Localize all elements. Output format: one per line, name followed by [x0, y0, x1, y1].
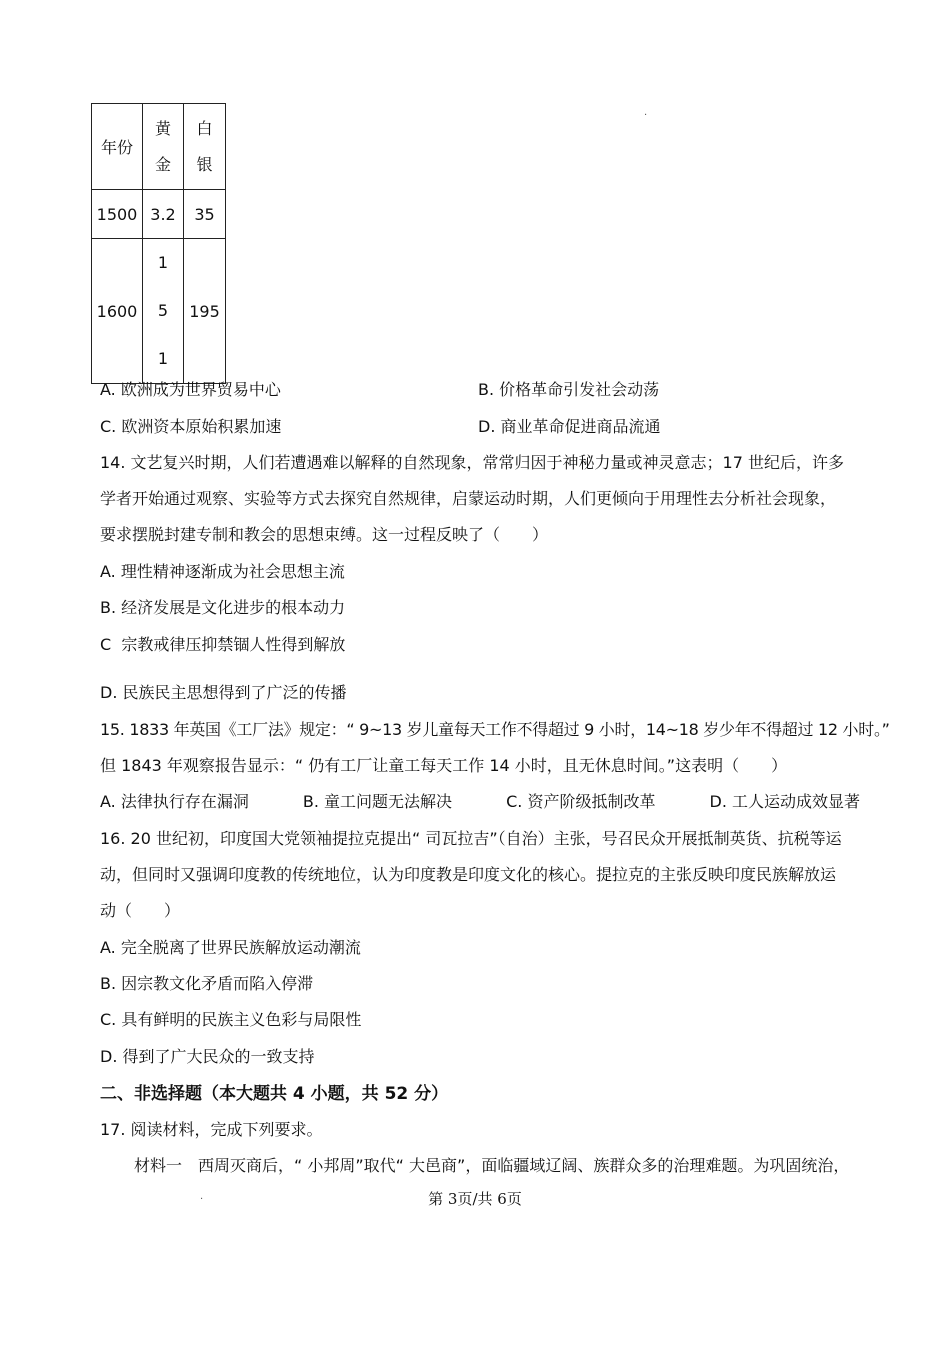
q15-option-b: B. 童工问题无法解决 — [302, 792, 453, 811]
q13-option-d: D. 商业革命促进商品流通 — [478, 417, 661, 436]
q15-stem-line-2: 但 1843 年观察报告显示：“ 仍有工厂让童工每天工作 14 小时，且无休息时间。”这表明（ ） — [100, 756, 788, 775]
q16-option-a: A. 完全脱离了世界民族解放运动潮流 — [100, 938, 361, 957]
q14-stem-line-3: 要求摆脱封建专制和教会的思想束缚。这一过程反映了（ ） — [100, 525, 549, 544]
q16-stem-line-3: 动（ ） — [100, 901, 181, 920]
q16-option-c: C. 具有鲜明的民族主义色彩与局限性 — [100, 1010, 362, 1029]
page-footer: 第 3页/共 6页 — [428, 1190, 522, 1208]
header-gold: 黄金 — [143, 104, 184, 190]
scan-dot: . — [200, 1191, 204, 1202]
q14-stem-line-1: 14. 文艺复兴时期，人们若遭遇难以解释的自然现象，常常归因于神秘力量或神灵意志；17 世纪后，许多 — [100, 453, 844, 472]
cell-gold: 3.2 — [143, 190, 184, 239]
q13-option-c: C. 欧洲资本原始积累加速 — [100, 417, 282, 436]
q17-stem: 17. 阅读材料，完成下列要求。 — [100, 1120, 323, 1139]
q13-option-a: A. 欧洲成为世界贸易中心 — [100, 380, 281, 399]
q16-stem-line-1: 16. 20 世纪初，印度国大党领袖提拉克提出“ 司瓦拉吉”（自治）主张，号召民众开展抵制英货、抗税等运 — [100, 829, 842, 848]
gold-silver-table — [91, 103, 226, 384]
cell-year: 1600 — [92, 239, 143, 384]
header-silver: 白银 — [184, 104, 226, 190]
q14-option-a: A. 理性精神逐渐成为社会思想主流 — [100, 562, 345, 581]
table-row — [92, 190, 226, 239]
q17-material-1: 材料一 西周灭商后，“ 小邦周”取代“ 大邑商”，面临疆域辽阔、族群众多的治理难题。为巩固统治， — [134, 1156, 850, 1175]
q14-stem-line-2: 学者开始通过观察、实验等方式去探究自然规律，启蒙运动时期，人们更倾向于用理性去分析社会现象， — [100, 489, 837, 508]
table-row — [92, 239, 226, 384]
cell-silver: 35 — [184, 190, 226, 239]
cell-silver: 195 — [184, 239, 226, 384]
q16-option-d: D. 得到了广大民众的一致支持 — [100, 1047, 315, 1066]
cell-year: 1500 — [92, 190, 143, 239]
q15-option-c: C. 资产阶级抵制改革 — [506, 792, 656, 811]
q14-option-b: B. 经济发展是文化进步的根本动力 — [100, 598, 346, 617]
header-year: 年份 — [92, 104, 143, 190]
section-heading: 二、非选择题（本大题共 4 小题，共 52 分） — [100, 1084, 449, 1104]
q15-options — [100, 784, 860, 820]
q15-option-d: D. 工人运动成效显著 — [709, 792, 860, 811]
cell-gold: 151 — [143, 239, 184, 384]
q15-option-a: A. 法律执行存在漏洞 — [100, 792, 249, 811]
table-header-row — [92, 104, 226, 190]
q16-stem-line-2: 动，但同时又强调印度教的传统地位，认为印度教是印度文化的核心。提拉克的主张反映印度民族解放运 — [100, 865, 837, 884]
q14-option-d: D. 民族民主思想得到了广泛的传播 — [100, 683, 347, 702]
q16-option-b: B. 因宗教文化矛盾而陷入停滞 — [100, 974, 314, 993]
q14-option-c: C 宗教戒律压抑禁锢人性得到解放 — [100, 635, 346, 654]
q15-stem-line-1: 15. 1833 年英国《工厂法》规定：“ 9~13 岁儿童每天工作不得超过 9 小时，14~18 岁少年不得超过 12 小时。” — [100, 720, 890, 739]
q13-option-b: B. 价格革命引发社会动荡 — [478, 380, 660, 399]
scan-dot: . — [644, 107, 648, 118]
